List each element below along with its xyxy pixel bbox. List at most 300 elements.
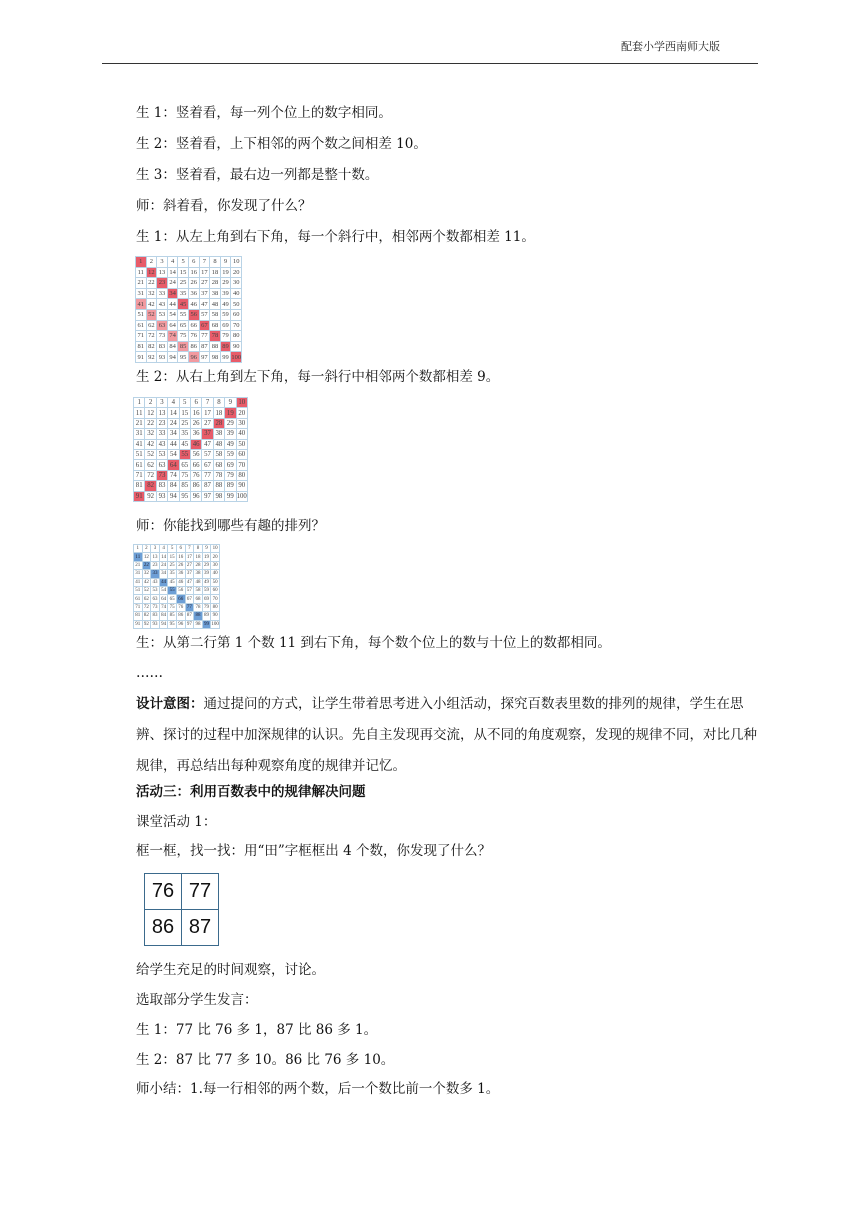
chart-cell: 69: [220, 320, 231, 331]
chart-cell: 91: [134, 491, 145, 501]
chart-cell: 96: [188, 352, 199, 363]
text-line: 生：从第二行第 1 个数 11 到右下角，每个数个位上的数与十位上的数都相同。: [136, 635, 611, 651]
chart-cell: 98: [210, 352, 221, 363]
chart-cell: 42: [145, 439, 156, 449]
chart-cell: 23: [157, 278, 168, 289]
chart-cell: 42: [143, 579, 149, 585]
chart-cell: 59: [220, 309, 231, 320]
chart-cell: 73: [152, 604, 158, 610]
chart-cell: 18: [195, 554, 201, 560]
chart-cell: 14: [167, 267, 178, 278]
text-line: 师：你能找到哪些有趣的排列？: [136, 518, 325, 534]
chart-cell: 86: [190, 481, 201, 491]
chart-cell: 93: [156, 491, 167, 501]
chart-cell: 16: [188, 267, 199, 278]
chart-cell: 38: [195, 571, 201, 577]
chart-cell: 89: [220, 341, 231, 352]
chart-row: [136, 341, 242, 352]
chart-cell: 11: [136, 267, 147, 278]
text-line: 生 1：77 比 76 多 1，87 比 86 多 1。: [136, 1022, 378, 1038]
chart-cell: 3: [156, 398, 167, 408]
chart-cell: 44: [168, 439, 179, 449]
chart-cell: 34: [167, 288, 178, 299]
chart-cell: 25: [178, 278, 189, 289]
chart-cell: 65: [169, 596, 175, 602]
chart-cell: 28: [195, 562, 201, 568]
chart-cell: 99: [225, 491, 236, 501]
chart-cell: 54: [168, 449, 179, 459]
chart-cell: 23: [152, 562, 158, 568]
chart-cell: 40: [231, 288, 242, 299]
chart-cell: 31: [135, 571, 141, 577]
chart-cell: 52: [143, 588, 149, 594]
activity-heading: 活动三：利用百数表中的规律解决问题: [136, 784, 366, 800]
chart-cell: 2: [146, 257, 157, 268]
chart-cell: 47: [202, 439, 213, 449]
chart-cell: 29: [225, 418, 236, 428]
chart-cell: 43: [152, 579, 158, 585]
chart-cell: 89: [204, 613, 210, 619]
chart-row: [136, 320, 242, 331]
chart-cell: 68: [213, 460, 224, 470]
chart-cell: 20: [236, 408, 247, 418]
hundred-chart-diagonal-up: [133, 397, 248, 502]
chart-cell: 85: [178, 341, 189, 352]
chart-cell: 54: [167, 309, 178, 320]
chart-cell: 8: [194, 545, 203, 553]
chart-cell: 58: [213, 449, 224, 459]
chart-cell: 32: [143, 571, 149, 577]
chart-cell: 78: [195, 604, 201, 610]
frame-cell: 87: [182, 910, 219, 946]
chart-cell: 58: [195, 588, 201, 594]
chart-cell: 43: [156, 439, 167, 449]
chart-cell: 67: [199, 320, 210, 331]
chart-row: [134, 398, 248, 408]
chart-cell: 86: [188, 341, 199, 352]
tian-frame: [144, 873, 219, 946]
chart-row: [134, 429, 248, 439]
chart-row: [136, 288, 242, 299]
chart-cell: 9: [220, 257, 231, 268]
chart-cell: 71: [136, 331, 147, 342]
chart-cell: 11: [135, 554, 141, 560]
frame-cell: 76: [145, 874, 182, 910]
chart-cell: 37: [202, 429, 213, 439]
chart-cell: 4: [167, 257, 178, 268]
hundred-chart-repeated-digits: [133, 544, 220, 629]
chart-cell: 4: [168, 398, 179, 408]
chart-cell: 35: [178, 288, 189, 299]
chart-cell: 45: [169, 579, 175, 585]
chart-cell: 95: [178, 352, 189, 363]
chart-cell: 50: [212, 579, 218, 585]
chart-cell: 96: [190, 491, 201, 501]
chart-cell: 19: [225, 408, 236, 418]
chart-cell: 21: [135, 562, 141, 568]
chart-row: [134, 553, 220, 561]
chart-cell: 61: [135, 596, 141, 602]
chart-cell: 45: [178, 299, 189, 310]
chart-cell: 65: [179, 460, 190, 470]
chart-cell: 66: [188, 320, 199, 331]
chart-cell: 70: [212, 596, 218, 602]
chart-row: [134, 545, 220, 553]
chart-cell: 57: [186, 588, 192, 594]
chart-cell: 75: [169, 604, 175, 610]
design-intent-text: 通过提问的方式，让学生带着思考进入小组活动，探究百数表里数的排列的规律，学生在思辨、探讨的过程中加深规律的认识。先自主发现再交流，从不同的角度观察，发现的规律不同，对比几种规律，再总结出每种观察角度的规律并记忆。: [136, 696, 757, 774]
chart-cell: 18: [213, 408, 224, 418]
design-intent-label: 设计意图：: [136, 696, 204, 712]
chart-row: [136, 299, 242, 310]
chart-row: [136, 352, 242, 363]
chart-cell: 47: [186, 579, 192, 585]
chart-cell: 13: [157, 267, 168, 278]
chart-row: [136, 278, 242, 289]
chart-cell: 63: [157, 320, 168, 331]
chart-cell: 38: [210, 288, 221, 299]
chart-row: [134, 449, 248, 459]
chart-cell: 67: [186, 596, 192, 602]
chart-cell: 9: [202, 545, 211, 553]
chart-cell: 66: [190, 460, 201, 470]
chart-cell: 65: [178, 320, 189, 331]
chart-cell: 7: [199, 257, 210, 268]
chart-cell: 35: [169, 571, 175, 577]
chart-cell: 6: [190, 398, 201, 408]
chart-cell: 55: [179, 449, 190, 459]
chart-cell: 35: [179, 429, 190, 439]
chart-cell: 24: [168, 418, 179, 428]
chart-cell: 74: [168, 470, 179, 480]
chart-cell: 33: [156, 429, 167, 439]
chart-row: [134, 570, 220, 578]
chart-cell: 61: [136, 320, 147, 331]
chart-cell: 19: [220, 267, 231, 278]
chart-cell: 1: [136, 257, 147, 268]
chart-cell: 69: [204, 596, 210, 602]
chart-cell: 95: [169, 621, 175, 627]
chart-cell: 89: [225, 481, 236, 491]
chart-cell: 72: [146, 331, 157, 342]
chart-cell: 39: [225, 429, 236, 439]
chart-cell: 16: [190, 408, 201, 418]
chart-cell: 11: [134, 408, 145, 418]
chart-cell: 12: [146, 267, 157, 278]
chart-cell: 90: [236, 481, 247, 491]
chart-cell: 62: [145, 460, 156, 470]
chart-cell: 81: [134, 481, 145, 491]
chart-cell: 55: [178, 309, 189, 320]
chart-cell: 2: [142, 545, 151, 553]
chart-cell: 100: [211, 621, 219, 627]
text-line: 生 2：从右上角到左下角，每一斜行中相邻两个数都相差 9。: [136, 369, 500, 385]
chart-cell: 4: [159, 545, 168, 553]
text-line: 生 1：竖着看，每一列个位上的数字相同。: [136, 105, 392, 121]
chart-cell: 73: [157, 331, 168, 342]
chart-cell: 17: [202, 408, 213, 418]
frame-cell: 77: [182, 874, 219, 910]
chart-cell: 39: [204, 571, 210, 577]
chart-cell: 24: [167, 278, 178, 289]
chart-row: [134, 612, 220, 620]
chart-cell: 37: [186, 571, 192, 577]
chart-cell: 60: [231, 309, 242, 320]
chart-cell: 57: [199, 309, 210, 320]
chart-row: [134, 586, 220, 594]
chart-cell: 61: [134, 460, 145, 470]
chart-cell: 29: [220, 278, 231, 289]
text-line: 框一框，找一找：用“田”字框框出 4 个数，你发现了什么？: [136, 843, 491, 859]
chart-cell: 75: [179, 470, 190, 480]
chart-cell: 51: [134, 449, 145, 459]
chart-cell: 60: [212, 588, 218, 594]
chart-cell: 19: [204, 554, 210, 560]
chart-cell: 43: [157, 299, 168, 310]
chart-cell: 15: [178, 267, 189, 278]
chart-cell: 48: [210, 299, 221, 310]
chart-cell: 46: [190, 439, 201, 449]
chart-cell: 6: [188, 257, 199, 268]
chart-cell: 49: [220, 299, 231, 310]
chart-row: [134, 603, 220, 611]
text-line: 给学生充足的时间观察，讨论。: [136, 962, 325, 978]
chart-cell: 14: [161, 554, 167, 560]
chart-cell: 44: [167, 299, 178, 310]
chart-cell: 29: [204, 562, 210, 568]
chart-cell: 84: [161, 613, 167, 619]
chart-cell: 3: [151, 545, 160, 553]
chart-cell: 88: [210, 341, 221, 352]
chart-cell: 77: [199, 331, 210, 342]
chart-cell: 59: [204, 588, 210, 594]
text-line: 生 3：竖着看，最右边一列都是整十数。: [136, 167, 379, 183]
chart-cell: 64: [167, 320, 178, 331]
chart-cell: 67: [202, 460, 213, 470]
chart-cell: 10: [236, 398, 247, 408]
chart-cell: 16: [178, 554, 184, 560]
chart-row: [136, 257, 242, 268]
chart-cell: 30: [212, 562, 218, 568]
chart-cell: 21: [136, 278, 147, 289]
chart-cell: 45: [179, 439, 190, 449]
chart-cell: 27: [186, 562, 192, 568]
chart-cell: 80: [212, 604, 218, 610]
chart-cell: 52: [146, 309, 157, 320]
chart-cell: 10: [231, 257, 242, 268]
chart-cell: 38: [213, 429, 224, 439]
chart-cell: 98: [213, 491, 224, 501]
chart-cell: 39: [220, 288, 231, 299]
chart-cell: 68: [195, 596, 201, 602]
chart-cell: 27: [202, 418, 213, 428]
chart-cell: 48: [213, 439, 224, 449]
chart-cell: 30: [236, 418, 247, 428]
chart-cell: 44: [161, 579, 167, 585]
text-line: 生 2：竖着看，上下相邻的两个数之间相差 10。: [136, 136, 427, 152]
chart-cell: 59: [225, 449, 236, 459]
chart-cell: 64: [161, 596, 167, 602]
chart-cell: 72: [143, 604, 149, 610]
chart-cell: 8: [213, 398, 224, 408]
chart-cell: 58: [210, 309, 221, 320]
chart-cell: 71: [135, 604, 141, 610]
chart-cell: 20: [212, 554, 218, 560]
chart-cell: 5: [168, 545, 177, 553]
chart-cell: 82: [143, 613, 149, 619]
chart-cell: 70: [236, 460, 247, 470]
chart-cell: 12: [143, 554, 149, 560]
chart-cell: 15: [169, 554, 175, 560]
chart-cell: 27: [199, 278, 210, 289]
chart-cell: 63: [156, 460, 167, 470]
chart-cell: 23: [156, 418, 167, 428]
chart-cell: 50: [231, 299, 242, 310]
chart-cell: 10: [212, 546, 218, 552]
chart-cell: 22: [143, 562, 149, 568]
chart-cell: 74: [167, 331, 178, 342]
chart-cell: 92: [143, 621, 149, 627]
chart-cell: 46: [178, 579, 184, 585]
text-line: 师小结：1.每一行相邻的两个数，后一个数比前一个数多 1。: [136, 1081, 500, 1097]
chart-cell: 57: [202, 449, 213, 459]
chart-cell: 28: [210, 278, 221, 289]
chart-cell: 91: [135, 621, 141, 627]
chart-cell: 3: [157, 257, 168, 268]
chart-cell: 7: [202, 398, 213, 408]
chart-cell: 77: [186, 604, 192, 610]
chart-cell: 41: [136, 299, 147, 310]
chart-cell: 26: [190, 418, 201, 428]
chart-row: [134, 418, 248, 428]
chart-cell: 33: [152, 571, 158, 577]
chart-cell: 53: [152, 588, 158, 594]
chart-cell: 47: [199, 299, 210, 310]
chart-cell: 14: [168, 408, 179, 418]
chart-cell: 64: [168, 460, 179, 470]
chart-cell: 12: [145, 408, 156, 418]
chart-row: [136, 331, 242, 342]
text-line: 选取部分学生发言：: [136, 992, 258, 1008]
chart-cell: 55: [169, 588, 175, 594]
chart-cell: 26: [188, 278, 199, 289]
chart-cell: 76: [178, 604, 184, 610]
chart-row: [136, 267, 242, 278]
chart-cell: 92: [146, 352, 157, 363]
chart-cell: 78: [210, 331, 221, 342]
chart-cell: 99: [220, 352, 231, 363]
chart-cell: 8: [210, 257, 221, 268]
chart-cell: 81: [136, 341, 147, 352]
ellipsis: ……: [136, 665, 163, 681]
chart-cell: 1: [134, 545, 143, 553]
chart-cell: 62: [143, 596, 149, 602]
chart-cell: 94: [161, 621, 167, 627]
frame-cell: 86: [145, 910, 182, 946]
chart-cell: 94: [167, 352, 178, 363]
chart-row: [134, 408, 248, 418]
chart-row: [134, 470, 248, 480]
chart-cell: 36: [188, 288, 199, 299]
page-header: 配套小学西南师大版: [621, 40, 720, 53]
chart-cell: 80: [236, 470, 247, 480]
chart-cell: 50: [236, 439, 247, 449]
chart-cell: 13: [156, 408, 167, 418]
chart-row: [134, 481, 248, 491]
chart-cell: 81: [135, 613, 141, 619]
chart-cell: 97: [186, 621, 192, 627]
chart-cell: 9: [225, 398, 236, 408]
chart-row: [134, 620, 220, 628]
chart-cell: 95: [179, 491, 190, 501]
chart-cell: 97: [199, 352, 210, 363]
chart-cell: 93: [157, 352, 168, 363]
design-intent: [136, 689, 758, 782]
chart-cell: 22: [145, 418, 156, 428]
chart-cell: 78: [213, 470, 224, 480]
chart-row: [134, 578, 220, 586]
chart-cell: 90: [231, 341, 242, 352]
chart-cell: 85: [179, 481, 190, 491]
chart-cell: 82: [145, 481, 156, 491]
chart-cell: 73: [156, 470, 167, 480]
chart-cell: 36: [190, 429, 201, 439]
chart-cell: 24: [161, 562, 167, 568]
chart-cell: 32: [146, 288, 157, 299]
chart-cell: 5: [178, 257, 189, 268]
chart-cell: 62: [146, 320, 157, 331]
chart-cell: 41: [134, 439, 145, 449]
chart-cell: 48: [195, 579, 201, 585]
chart-cell: 49: [225, 439, 236, 449]
chart-cell: 25: [179, 418, 190, 428]
chart-cell: 87: [202, 481, 213, 491]
chart-cell: 51: [136, 309, 147, 320]
chart-cell: 93: [152, 621, 158, 627]
chart-cell: 53: [156, 449, 167, 459]
chart-cell: 68: [210, 320, 221, 331]
chart-cell: 56: [190, 449, 201, 459]
chart-cell: 28: [213, 418, 224, 428]
chart-cell: 13: [152, 554, 158, 560]
chart-cell: 1: [134, 398, 145, 408]
chart-cell: 84: [167, 341, 178, 352]
text-line: 生 1：从左上角到右下角，每一个斜行中，相邻两个数都相差 11。: [136, 229, 535, 245]
chart-cell: 20: [231, 267, 242, 278]
chart-cell: 33: [157, 288, 168, 299]
chart-cell: 17: [199, 267, 210, 278]
chart-row: [134, 491, 248, 501]
chart-cell: 69: [225, 460, 236, 470]
chart-cell: 53: [157, 309, 168, 320]
chart-cell: 76: [190, 470, 201, 480]
hundred-chart-diagonal-down: [135, 256, 242, 363]
chart-cell: 100: [231, 353, 242, 361]
chart-row: [134, 439, 248, 449]
chart-cell: 84: [168, 481, 179, 491]
chart-row: [134, 595, 220, 603]
chart-cell: 83: [156, 481, 167, 491]
chart-cell: 7: [185, 545, 194, 553]
chart-cell: 46: [188, 299, 199, 310]
chart-cell: 34: [161, 571, 167, 577]
chart-cell: 37: [199, 288, 210, 299]
chart-cell: 31: [136, 288, 147, 299]
chart-cell: 34: [168, 429, 179, 439]
chart-cell: 91: [136, 352, 147, 363]
chart-cell: 15: [179, 408, 190, 418]
chart-cell: 97: [202, 491, 213, 501]
